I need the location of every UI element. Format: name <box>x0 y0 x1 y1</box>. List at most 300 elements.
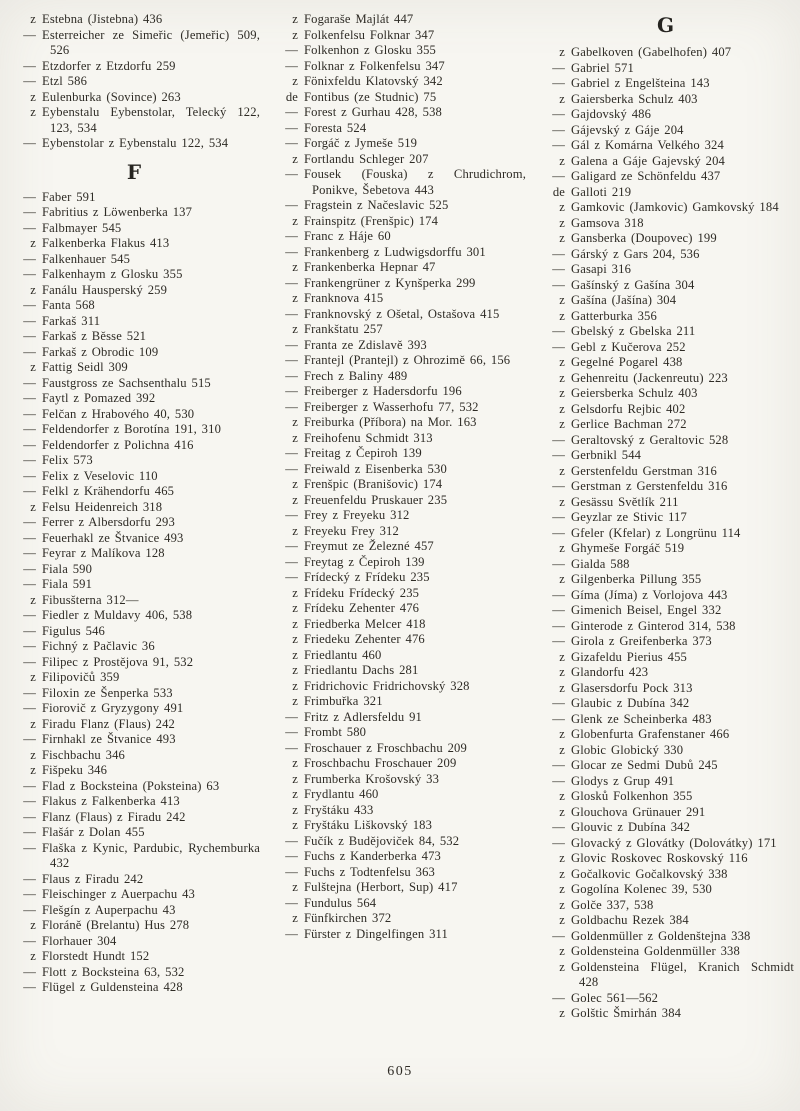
index-entry <box>270 508 526 524</box>
entry-text: Globic Globický 330 <box>571 742 684 757</box>
entry-prefix: — <box>23 298 36 312</box>
index-entry <box>537 479 794 495</box>
entry-prefix: z <box>559 649 565 664</box>
entry-prefix: z <box>559 897 565 912</box>
index-entry <box>8 422 260 438</box>
index-entry <box>8 655 260 671</box>
entry-prefix: — <box>23 825 36 839</box>
entry-prefix: z <box>30 236 36 250</box>
entry-text: Goldensteina Flügel, Kranich Schmidt 428 <box>571 959 794 989</box>
entry-prefix: — <box>23 344 36 359</box>
entry-prefix: — <box>285 167 298 181</box>
entry-text: Feldendorfer z Borotína 191, 310 <box>42 422 222 436</box>
entry-text: Felčan z Hrabového 40, 530 <box>42 406 195 421</box>
entry-text: Frenšpic (Branišovic) 174 <box>304 477 443 491</box>
entry-prefix: z <box>559 851 565 865</box>
entry-prefix: — <box>285 337 298 352</box>
entry-prefix: — <box>285 446 298 460</box>
index-entry <box>537 603 794 619</box>
index-entry <box>270 369 526 385</box>
index-entry <box>537 510 794 526</box>
index-entry <box>270 679 526 695</box>
entry-prefix: z <box>292 880 298 894</box>
entry-text: Galena a Gáje Gajevský 204 <box>571 153 725 168</box>
entry-text: Gajdovský 486 <box>571 107 652 121</box>
entry-prefix: — <box>285 539 298 553</box>
entry-text: Frombt 580 <box>304 725 367 739</box>
index-entry <box>8 484 260 500</box>
index-entry <box>270 276 526 292</box>
index-entry <box>8 267 260 283</box>
index-entry <box>537 293 794 309</box>
index-entry <box>537 402 794 418</box>
entry-text: Glouvic z Dubína 342 <box>571 820 691 834</box>
index-entry <box>537 1006 794 1022</box>
entry-text: Fuchs z Todtenfelsu 363 <box>304 864 436 879</box>
entry-prefix: z <box>30 282 36 297</box>
entry-prefix: — <box>285 105 298 119</box>
entry-prefix: z <box>559 665 565 679</box>
index-entry <box>8 221 260 237</box>
entry-prefix: z <box>292 74 298 88</box>
index-entry <box>537 758 794 774</box>
entry-prefix: z <box>292 213 298 228</box>
index-entry <box>8 841 260 872</box>
entry-prefix: z <box>30 360 36 374</box>
entry-text: Gájevský z Gáje 204 <box>571 122 684 137</box>
index-entry <box>8 918 260 934</box>
index-entry <box>270 555 526 571</box>
index-entry <box>270 415 526 431</box>
entry-text: Frankengrüner z Kynšperka 299 <box>304 275 476 290</box>
entry-prefix: — <box>23 546 36 560</box>
entry-text: Freitag z Čepiroh 139 <box>304 446 422 460</box>
entry-text: Flešgín z Auperpachu 43 <box>42 902 176 917</box>
entry-prefix: z <box>559 572 565 586</box>
entry-prefix: z <box>292 911 298 925</box>
entry-prefix: — <box>23 561 36 576</box>
entry-text: Golče 337, 538 <box>571 897 654 912</box>
index-entry <box>8 105 260 136</box>
entry-prefix: — <box>552 479 565 493</box>
entry-text: Forest z Gurhau 428, 538 <box>304 105 442 119</box>
entry-text: Flanz (Flaus) z Firadu 242 <box>42 809 186 824</box>
entry-text: Frankenberg z Ludwigsdorffu 301 <box>304 244 486 259</box>
entry-text: Galloti 219 <box>571 184 632 199</box>
entry-text: Gamsova 318 <box>571 215 644 230</box>
entry-text: Frankenberka Hepnar 47 <box>304 260 436 274</box>
entry-prefix: — <box>23 840 36 855</box>
index-entry <box>270 90 526 106</box>
index-entry <box>270 229 526 245</box>
index-entry <box>8 732 260 748</box>
entry-text: Feyrar z Malíkova 128 <box>42 546 165 560</box>
entry-prefix: — <box>23 902 36 917</box>
entry-prefix: — <box>285 508 298 522</box>
index-entry <box>8 345 260 361</box>
index-entry <box>537 882 794 898</box>
entry-text: Forgáč z Jymeše 519 <box>304 136 418 150</box>
entry-prefix: — <box>552 107 565 121</box>
entry-prefix: — <box>285 275 298 290</box>
entry-text: Gelsdorfu Rejbic 402 <box>571 401 686 416</box>
index-entry <box>270 59 526 75</box>
entry-text: Glovacký z Glovátky (Dolovátky) 171 <box>571 835 777 850</box>
entry-prefix: z <box>30 105 36 119</box>
entry-text: Estebna (Jistebna) 436 <box>42 12 163 26</box>
entry-text: Fuchs z Kanderberka 473 <box>304 849 441 863</box>
index-entry <box>537 138 794 154</box>
entry-prefix: z <box>559 727 565 741</box>
entry-text: Frídecký z Frídeku 235 <box>304 570 430 584</box>
entry-prefix: — <box>552 990 565 1005</box>
entry-text: Fryštáku Liškovský 183 <box>304 818 433 832</box>
entry-text: Freiwald z Eisenberka 530 <box>304 461 447 476</box>
entry-prefix: z <box>292 647 298 662</box>
entry-text: Fiala 591 <box>42 577 93 591</box>
index-entry <box>8 314 260 330</box>
entry-text: Felix z Veselovic 110 <box>42 468 158 483</box>
index-entry <box>270 725 526 741</box>
entry-prefix: — <box>285 725 298 739</box>
entry-text: Filipovičů 359 <box>42 670 120 684</box>
entry-text: Gerstenfeldu Gerstman 316 <box>571 463 717 478</box>
entry-prefix: — <box>285 740 298 755</box>
entry-prefix: — <box>552 246 565 261</box>
entry-prefix: — <box>552 324 565 338</box>
index-entry <box>270 198 526 214</box>
entry-text: Gialda 588 <box>571 556 630 571</box>
entry-text: Gehenreitu (Jackenreutu) 223 <box>571 370 728 385</box>
entry-prefix: — <box>23 27 36 42</box>
index-entry <box>8 391 260 407</box>
index-entry <box>270 431 526 447</box>
entry-text: Froschauer z Froschbachu 209 <box>304 740 467 755</box>
index-entry <box>537 665 794 681</box>
entry-prefix: — <box>23 251 36 266</box>
entry-prefix: — <box>552 169 565 183</box>
entry-text: Flaška z Kynic, Pardubic, Rychemburka 432 <box>42 840 260 870</box>
entry-prefix: — <box>23 468 36 483</box>
entry-prefix: z <box>559 680 565 695</box>
index-entry <box>270 400 526 416</box>
entry-prefix: — <box>23 732 36 746</box>
index-entry <box>537 107 794 123</box>
index-entry <box>270 741 526 757</box>
index-entry <box>537 867 794 883</box>
entry-text: Freihofenu Schmidt 313 <box>304 430 433 445</box>
index-entry <box>8 686 260 702</box>
entry-prefix: — <box>552 603 565 617</box>
entry-text: Fryštáku 433 <box>304 802 374 817</box>
index-entry <box>270 818 526 834</box>
index-entry <box>270 911 526 927</box>
entry-text: Friedeku Zehenter 476 <box>304 632 425 646</box>
entry-prefix: — <box>23 391 36 405</box>
index-entry <box>270 586 526 602</box>
index-entry <box>537 45 794 61</box>
entry-text: Gaiersberka Schulz 403 <box>571 91 698 106</box>
entry-prefix: z <box>559 944 565 958</box>
entry-prefix: z <box>292 756 298 770</box>
entry-text: Frumberka Krošovský 33 <box>304 771 440 786</box>
entry-prefix: — <box>552 510 565 524</box>
entry-text: Ferrer z Albersdorfu 293 <box>42 515 175 529</box>
entry-prefix: — <box>552 76 565 90</box>
entry-prefix: z <box>292 260 298 274</box>
entry-prefix: z <box>292 430 298 445</box>
entry-prefix: — <box>552 556 565 571</box>
entry-text: Felix 573 <box>42 453 93 467</box>
index-entry <box>537 789 794 805</box>
entry-prefix: — <box>285 461 298 476</box>
entry-prefix: — <box>23 205 36 219</box>
index-entry <box>537 650 794 666</box>
index-entry <box>270 803 526 819</box>
entry-text: Franknovský z Ošetal, Ostašova 415 <box>304 306 500 321</box>
entry-text: Friedberka Melcer 418 <box>304 616 426 631</box>
entry-text: Flott z Bocksteina 63, 532 <box>42 964 185 979</box>
column-3 <box>537 12 794 1022</box>
entry-prefix: z <box>292 802 298 817</box>
entry-prefix: — <box>23 375 36 390</box>
entry-prefix: z <box>559 91 565 106</box>
entry-text: Gerbnikl 544 <box>571 448 642 462</box>
index-entry <box>537 355 794 371</box>
entry-prefix: — <box>285 926 298 941</box>
index-entry <box>8 12 260 28</box>
entry-text: Geiersberka Schulz 403 <box>571 386 698 400</box>
index-entry <box>8 934 260 950</box>
entry-prefix: z <box>559 1006 565 1020</box>
entry-prefix: — <box>552 60 565 75</box>
entry-text: Gogolína Kolenec 39, 530 <box>571 882 713 896</box>
index-entry <box>8 593 260 609</box>
index-entry <box>8 236 260 252</box>
entry-prefix: z <box>292 492 298 507</box>
entry-prefix: — <box>23 437 36 452</box>
entry-text: Foresta 524 <box>304 120 367 135</box>
entry-prefix: z <box>559 804 565 819</box>
entry-text: Glodys z Grup 491 <box>571 773 675 788</box>
entry-prefix: z <box>559 789 565 803</box>
entry-prefix: z <box>559 386 565 400</box>
index-entry <box>537 324 794 340</box>
entry-prefix: — <box>23 794 36 808</box>
index-entry <box>537 619 794 635</box>
entry-text: Fortlandu Schleger 207 <box>304 151 429 166</box>
index-entry <box>8 825 260 841</box>
entry-text: Folkenhon z Glosku 355 <box>304 43 436 57</box>
entry-prefix: de <box>552 184 565 199</box>
entry-text: Folknar z Folkenfelsu 347 <box>304 58 445 73</box>
index-entry <box>8 577 260 593</box>
entry-text: Geyzlar ze Stivic 117 <box>571 510 687 524</box>
index-entry <box>537 820 794 836</box>
index-entry <box>537 371 794 387</box>
entry-prefix: — <box>23 313 36 328</box>
index-entry <box>270 214 526 230</box>
index-entry <box>8 74 260 90</box>
entry-prefix: — <box>285 306 298 321</box>
entry-prefix: — <box>285 120 298 135</box>
entry-prefix: — <box>23 577 36 591</box>
index-entry <box>537 526 794 542</box>
entry-text: Fabritius z Löwenberka 137 <box>42 205 193 219</box>
entry-prefix: — <box>23 654 36 669</box>
index-entry <box>270 756 526 772</box>
column-1 <box>8 12 260 996</box>
entry-text: Golštic Šmirhán 384 <box>571 1006 682 1020</box>
entry-text: Gamkovic (Jamkovic) Gamkovský 184 <box>571 200 779 214</box>
index-entry <box>8 887 260 903</box>
entry-text: Frey z Freyeku 312 <box>304 508 410 522</box>
entry-prefix: z <box>292 818 298 832</box>
entry-text: Fiorovič z Gryzygony 491 <box>42 701 184 715</box>
index-entry <box>270 570 526 586</box>
entry-prefix: z <box>30 12 36 26</box>
index-entry <box>270 307 526 323</box>
entry-text: Gabriel 571 <box>571 60 634 75</box>
entry-text: Frantejl (Prantejl) z Ohrozimě 66, 156 <box>304 353 511 367</box>
entry-prefix: — <box>23 189 36 204</box>
index-entry <box>537 61 794 77</box>
entry-prefix: z <box>559 417 565 431</box>
index-entry <box>270 896 526 912</box>
entry-prefix: z <box>30 918 36 932</box>
entry-text: Gašínský z Gašína 304 <box>571 277 695 292</box>
entry-text: Fritz z Adlersfeldu 91 <box>304 709 422 724</box>
entry-text: Ghymeše Forgáč 519 <box>571 541 685 555</box>
index-entry <box>537 851 794 867</box>
index-entry <box>8 205 260 221</box>
entry-prefix: — <box>23 933 36 948</box>
index-entry <box>270 834 526 850</box>
index-entry <box>270 648 526 664</box>
entry-prefix: z <box>559 541 565 555</box>
entry-text: Fanálu Hausperský 259 <box>42 282 168 297</box>
entry-text: Falkenberka Flakus 413 <box>42 236 170 250</box>
entry-prefix: — <box>285 554 298 569</box>
index-entry <box>270 322 526 338</box>
entry-prefix: z <box>559 959 565 974</box>
entry-prefix: — <box>23 964 36 979</box>
entry-prefix: z <box>559 45 565 59</box>
index-entry <box>537 231 794 247</box>
entry-prefix: — <box>23 623 36 638</box>
entry-text: Feldendorfer z Polichna 416 <box>42 437 194 452</box>
index-entry <box>537 448 794 464</box>
entry-prefix: z <box>559 153 565 168</box>
entry-prefix: z <box>559 742 565 757</box>
index-entry <box>537 433 794 449</box>
entry-prefix: — <box>23 778 36 793</box>
index-entry <box>8 190 260 206</box>
entry-prefix: — <box>23 515 36 529</box>
entry-prefix: — <box>552 835 565 850</box>
entry-text: Friedlantu Dachs 281 <box>304 663 419 677</box>
entry-text: Gbelský z Gbelska 211 <box>571 324 696 338</box>
entry-text: Gerlice Bachman 272 <box>571 417 687 431</box>
entry-text: Flad z Bocksteina (Poksteina) 63 <box>42 778 220 793</box>
entry-prefix: — <box>552 587 565 602</box>
entry-text: Gesässu Světlík 211 <box>571 494 679 509</box>
entry-text: Gašína (Jašína) 304 <box>571 293 677 307</box>
index-entry <box>270 539 526 555</box>
entry-text: Gilgenberka Pillung 355 <box>571 572 702 586</box>
entry-text: Flašár z Dolan 455 <box>42 825 145 839</box>
entry-text: Franta ze Zdislavě 393 <box>304 337 427 352</box>
entry-text: Faytl z Pomazed 392 <box>42 391 156 405</box>
entry-prefix: z <box>292 585 298 600</box>
entry-text: Gíma (Jíma) z Vorlojova 443 <box>571 587 728 602</box>
index-entry <box>270 167 526 198</box>
entry-prefix: — <box>552 525 565 540</box>
page-number: 605 <box>387 1064 413 1079</box>
index-entry <box>270 787 526 803</box>
index-entry <box>8 90 260 106</box>
index-entry <box>8 779 260 795</box>
entry-text: Fönixfeldu Klatovský 342 <box>304 74 443 88</box>
entry-text: Faber 591 <box>42 189 96 204</box>
entry-prefix: — <box>552 773 565 788</box>
index-entry <box>270 74 526 90</box>
index-entry <box>8 980 260 996</box>
entry-text: Goldbachu Rezek 384 <box>571 913 689 927</box>
entry-text: Fattig Seidl 309 <box>42 360 128 374</box>
index-entry <box>8 28 260 59</box>
index-entry <box>270 493 526 509</box>
index-entry <box>8 469 260 485</box>
index-entry <box>270 632 526 648</box>
index-entry <box>270 152 526 168</box>
entry-text: Freiberger z Wasserhofu 77, 532 <box>304 399 479 414</box>
index-entry <box>537 913 794 929</box>
index-entry <box>537 727 794 743</box>
entry-prefix: z <box>559 866 565 881</box>
entry-prefix: — <box>23 530 36 545</box>
entry-text: Gerstman z Gerstenfeldu 316 <box>571 479 728 493</box>
index-entry <box>8 438 260 454</box>
entry-text: Glocar ze Sedmi Dubů 245 <box>571 758 718 772</box>
entry-text: Gabriel z Engelšteina 143 <box>571 76 710 90</box>
index-entry <box>8 717 260 733</box>
entry-text: Gárský z Gars 204, 536 <box>571 246 700 261</box>
index-entry <box>537 464 794 480</box>
entry-text: Glovic Roskovec Roskovský 116 <box>571 851 748 865</box>
entry-prefix: — <box>285 384 298 398</box>
entry-prefix: z <box>559 463 565 478</box>
entry-text: Firnhakl ze Štvanice 493 <box>42 732 176 746</box>
entry-text: Eulenburka (Sovince) 263 <box>42 89 181 104</box>
entry-prefix: — <box>285 43 298 57</box>
index-entry <box>8 701 260 717</box>
entry-text: Gimenich Beisel, Engel 332 <box>571 603 722 617</box>
index-entry <box>270 927 526 943</box>
entry-text: Flakus z Falkenberka 413 <box>42 794 180 808</box>
index-entry <box>270 446 526 462</box>
entry-prefix: — <box>552 448 565 462</box>
index-entry <box>8 872 260 888</box>
entry-text: Filoxin ze Šenperka 533 <box>42 685 173 700</box>
entry-prefix: — <box>552 634 565 648</box>
index-entry <box>537 572 794 588</box>
index-entry <box>8 965 260 981</box>
entry-text: Etzl 586 <box>42 74 88 88</box>
entry-prefix: — <box>285 709 298 724</box>
index-entry <box>537 929 794 945</box>
entry-prefix: z <box>292 12 298 26</box>
